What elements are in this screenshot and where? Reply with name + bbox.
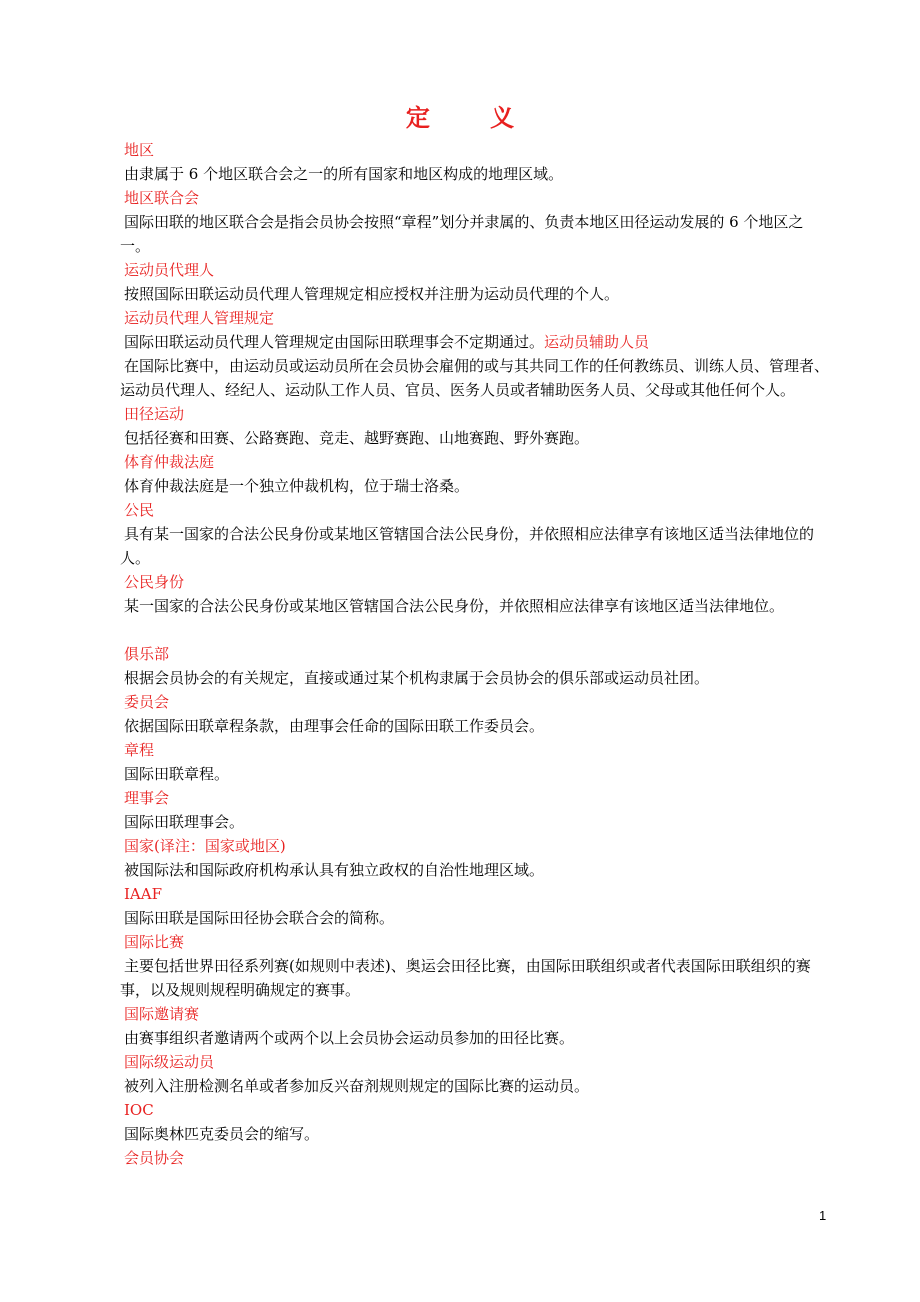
- definitions-list: [120, 138, 830, 1170]
- definition-entry: [120, 930, 830, 1002]
- term-definition: 按照国际田联运动员代理人管理规定相应授权并注册为运动员代理的个人。: [124, 285, 620, 303]
- term-heading: 国际级运动员: [124, 1053, 215, 1071]
- definition-entry: [124, 882, 830, 930]
- definition-entry: [124, 1146, 830, 1170]
- spacer: [124, 618, 830, 642]
- definition-entry: [120, 498, 830, 570]
- term-heading: 国家(译注：国家或地区): [124, 837, 286, 855]
- term-definition: 包括径赛和田赛、公路赛跑、竞走、越野赛跑、山地赛跑、野外赛跑。: [124, 429, 590, 447]
- term-definition: 体育仲裁法庭是一个独立仲裁机构，位于瑞士洛桑。: [124, 477, 470, 495]
- term-definition: 具有某一国家的合法公民身份或某地区管辖国合法公民身份，并依照相应法律享有该地区适当法律地位的人。: [120, 525, 815, 567]
- page-title: 定 义: [405, 104, 541, 132]
- definition-entry: [124, 1050, 830, 1098]
- term-heading: IOC: [124, 1101, 154, 1119]
- definition-entry: [124, 258, 830, 306]
- term-heading: 田径运动: [124, 405, 185, 423]
- term-heading: 体育仲裁法庭: [124, 453, 215, 471]
- definition-entry: [124, 1002, 830, 1050]
- definition-entry: [124, 450, 830, 498]
- term-heading: 会员协会: [124, 1149, 185, 1167]
- term-heading: 运动员代理人: [124, 261, 215, 279]
- term-heading: 公民身份: [124, 573, 185, 591]
- term-heading: 公民: [124, 501, 155, 519]
- term-heading: 章程: [124, 741, 155, 759]
- term-heading: 地区: [124, 141, 155, 159]
- term-definition: 国际田联章程。: [124, 765, 230, 783]
- term-definition: 国际田联是国际田径协会联合会的简称。: [124, 909, 395, 927]
- term-heading: 地区联合会: [124, 189, 200, 207]
- term-definition: 被列入注册检测名单或者参加反兴奋剂规则规定的国际比赛的运动员。: [124, 1077, 590, 1095]
- term-definition: 国际田联理事会。: [124, 813, 245, 831]
- term-definition: 国际田联的地区联合会是指会员协会按照“章程”划分并隶属的、负责本地区田径运动发展的 6 个地区之一。: [120, 213, 804, 255]
- term-definition: [124, 330, 830, 354]
- term-definition: 根据会员协会的有关规定，直接或通过某个机构隶属于会员协会的俱乐部或运动员社团。: [124, 669, 710, 687]
- term-heading: 运动员代理人管理规定: [124, 309, 275, 327]
- definition-entry: [124, 402, 830, 450]
- term-heading: 理事会: [124, 789, 170, 807]
- term-heading: IAAF: [124, 885, 162, 903]
- page-number: 1: [819, 1208, 827, 1223]
- definition-text: 国际田联运动员代理人管理规定由国际田联理事会不定期通过。: [124, 333, 545, 351]
- definition-entry: [120, 186, 830, 258]
- definition-entry: [124, 738, 830, 786]
- term-definition: 国际奥林匹克委员会的缩写。: [124, 1125, 320, 1143]
- definition-entry: [124, 690, 830, 738]
- term-definition: 在国际比赛中，由运动员或运动员所在会员协会雇佣的或与其共同工作的任何教练员、训练人员、管理者、运动员代理人、经纪人、运动队工作人员、官员、医务人员或者辅助医务人员、父母或其他任何个人。: [120, 357, 830, 399]
- definition-entry: [124, 570, 830, 618]
- definition-entry: [124, 834, 830, 882]
- definition-entry: [124, 306, 830, 354]
- term-definition: 被国际法和国际政府机构承认具有独立政权的自治性地理区域。: [124, 861, 545, 879]
- term-definition: 主要包括世界田径系列赛(如规则中表述)、奥运会田径比赛，由国际田联组织或者代表国际田联组织的赛事，以及规则规程明确规定的赛事。: [120, 957, 811, 999]
- definition-entry: [124, 786, 830, 834]
- term-definition: 依据国际田联章程条款，由理事会任命的国际田联工作委员会。: [124, 717, 545, 735]
- definition-entry: [124, 138, 830, 186]
- definition-entry: [120, 354, 830, 402]
- definition-entry: [124, 642, 830, 690]
- definition-entry: [124, 1098, 830, 1146]
- term-heading: 国际邀请赛: [124, 1005, 200, 1023]
- inline-term-heading: 运动员辅助人员: [544, 333, 650, 351]
- term-definition: 某一国家的合法公民身份或某地区管辖国合法公民身份，并依照相应法律享有该地区适当法律地位。: [124, 597, 785, 615]
- term-definition: 由赛事组织者邀请两个或两个以上会员协会运动员参加的田径比赛。: [124, 1029, 575, 1047]
- term-heading: 委员会: [124, 693, 170, 711]
- term-definition: 由隶属于 6 个地区联合会之一的所有国家和地区构成的地理区域。: [124, 165, 564, 183]
- term-heading: 国际比赛: [124, 933, 185, 951]
- term-heading: 俱乐部: [124, 645, 170, 663]
